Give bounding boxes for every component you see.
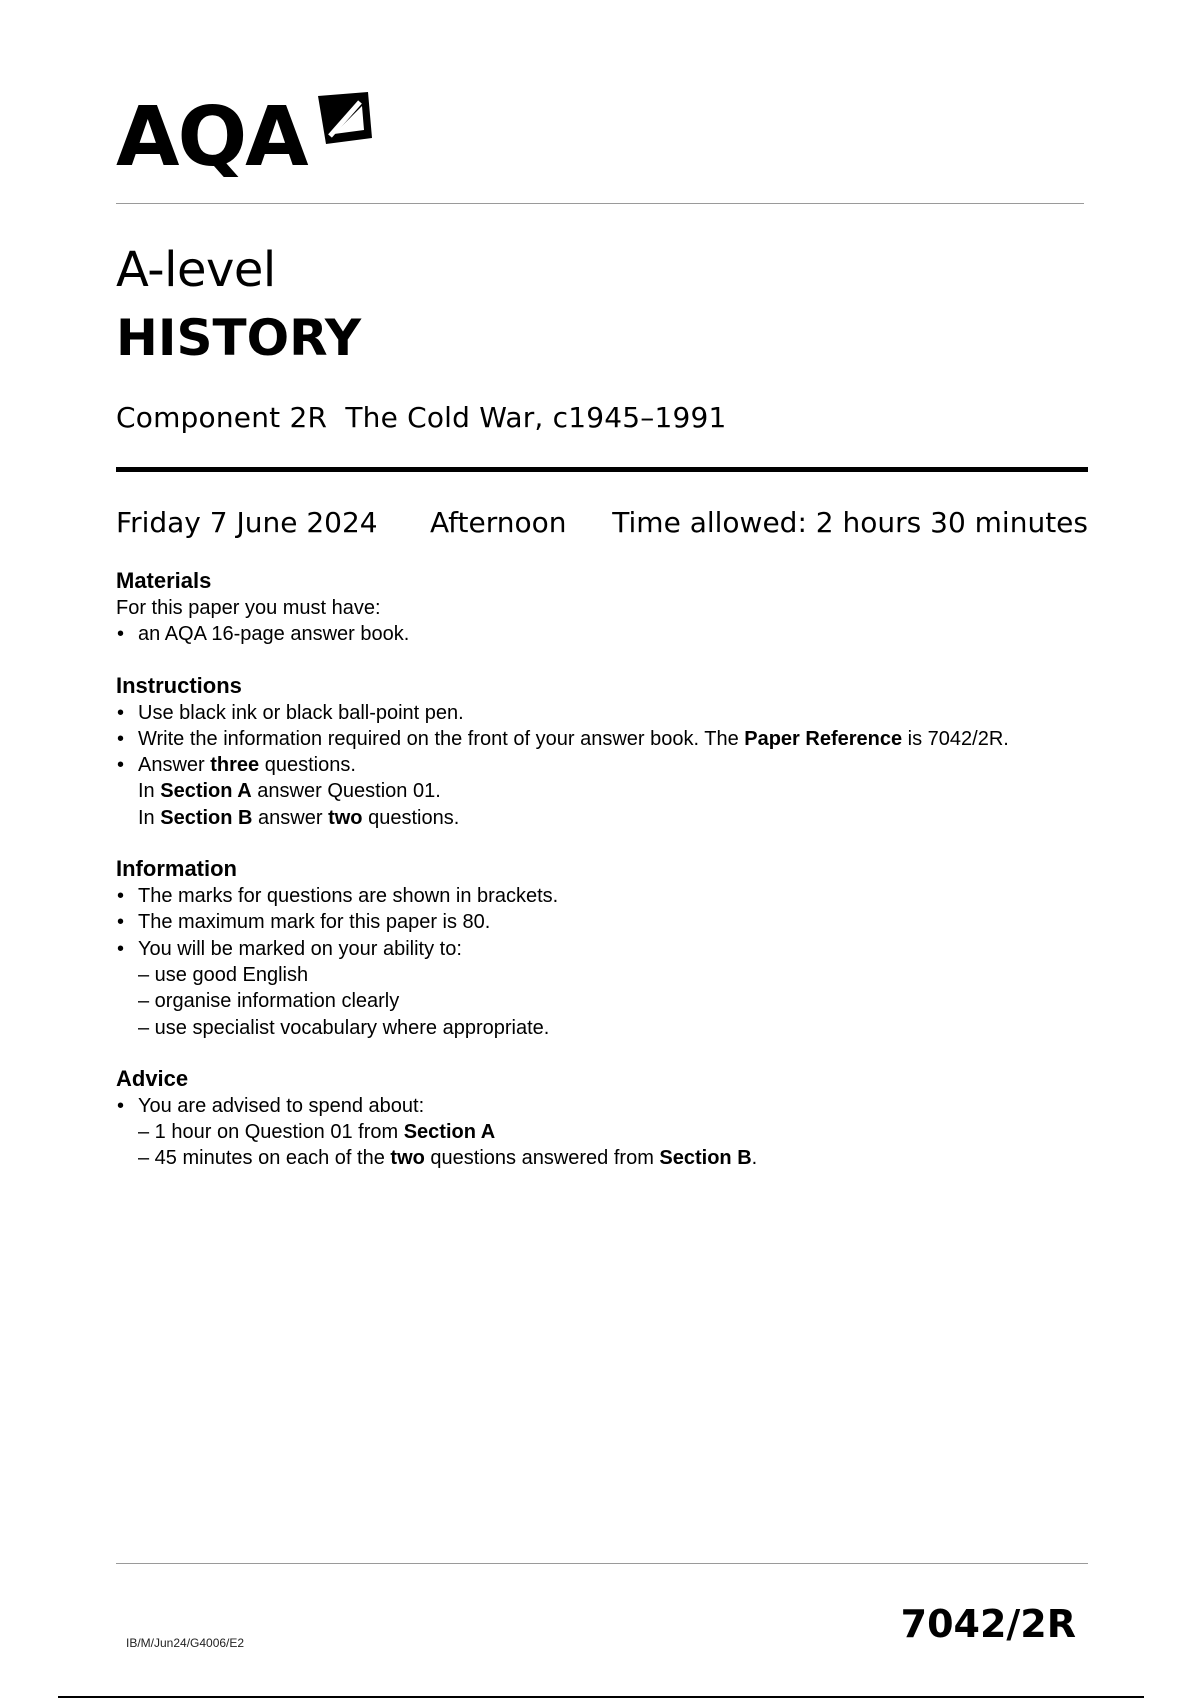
bold-text: Section B (659, 1147, 752, 1170)
page-edge-line (58, 1696, 1144, 1698)
information-item: • The maximum mark for this paper is 80. (116, 909, 1076, 935)
advice-heading: Advice (116, 1065, 189, 1091)
advice-subitem (138, 1145, 1076, 1171)
advice-section (116, 1065, 1076, 1172)
information-subitem: – use specialist vocabulary where appropriate. (138, 1016, 550, 1039)
title-divider (116, 467, 1088, 472)
text: Answer (138, 754, 211, 777)
text: – 45 minutes on each of the (138, 1147, 391, 1170)
header-divider (116, 203, 1084, 204)
exam-date: Friday 7 June 2024 (116, 506, 378, 539)
qualification-level: A-level (116, 242, 276, 298)
exam-guidance (116, 567, 1076, 1196)
instruction-line (138, 778, 1076, 804)
bold-text: two (328, 806, 363, 829)
bold-text: Section B (160, 806, 253, 829)
advice-line: • You are advised to spend about: (138, 1094, 425, 1117)
text: questions answered from (424, 1147, 660, 1170)
materials-item: • an AQA 16-page answer book. (116, 621, 1076, 647)
footer-divider (116, 1563, 1088, 1564)
materials-intro: For this paper you must have: (116, 597, 381, 619)
instructions-section (116, 672, 1076, 831)
instruction-line (138, 752, 1076, 778)
document-code: IB/M/Jun24/G4006/E2 (126, 1636, 245, 1650)
time-allowed: Time allowed: 2 hours 30 minutes (612, 506, 1088, 539)
bold-text: two (390, 1147, 425, 1170)
text: . (751, 1147, 758, 1170)
materials-section (116, 567, 1076, 648)
information-section (116, 855, 1076, 1041)
information-subitem: – organise information clearly (138, 990, 400, 1013)
exam-info-row (116, 505, 1088, 545)
instruction-item: • Use black ink or black ball-point pen. (116, 700, 1076, 726)
component-title: Component 2R The Cold War, c1945–1991 (116, 401, 727, 434)
instruction-item (116, 726, 1076, 752)
bold-text: three (210, 754, 260, 777)
text: questions. (259, 754, 356, 777)
information-item (116, 936, 1076, 1041)
text: answer Question 01. (251, 780, 441, 803)
text: Write the information required on the front of your answer book. The (138, 727, 745, 750)
text: – 1 hour on Question 01 from (138, 1121, 404, 1144)
logo-text: AQA (116, 90, 307, 185)
bold-text: Section A (403, 1121, 496, 1144)
text: In (138, 780, 161, 803)
text: answer (252, 806, 329, 829)
information-item: • The marks for questions are shown in brackets. (116, 883, 1076, 909)
materials-heading: Materials (116, 568, 212, 593)
paper-reference: 7042/2R (900, 1602, 1076, 1646)
instruction-line (138, 805, 1076, 831)
advice-item (116, 1093, 1076, 1172)
text: questions. (362, 806, 460, 829)
aqa-logo-mark-icon (316, 90, 374, 146)
information-heading: Information (116, 856, 237, 882)
information-line: • You will be marked on your ability to: (138, 937, 462, 960)
text: In (138, 806, 161, 829)
text: is 7042/2R. (902, 727, 1009, 750)
bold-text: Paper Reference (744, 727, 903, 750)
instructions-heading: Instructions (116, 672, 242, 698)
subject-title: HISTORY (116, 309, 362, 367)
instruction-item (116, 752, 1076, 831)
advice-subitem (138, 1119, 1076, 1145)
information-subitem: – use good English (138, 963, 309, 986)
exam-session: Afternoon (430, 506, 567, 539)
bold-text: Section A (160, 780, 252, 803)
